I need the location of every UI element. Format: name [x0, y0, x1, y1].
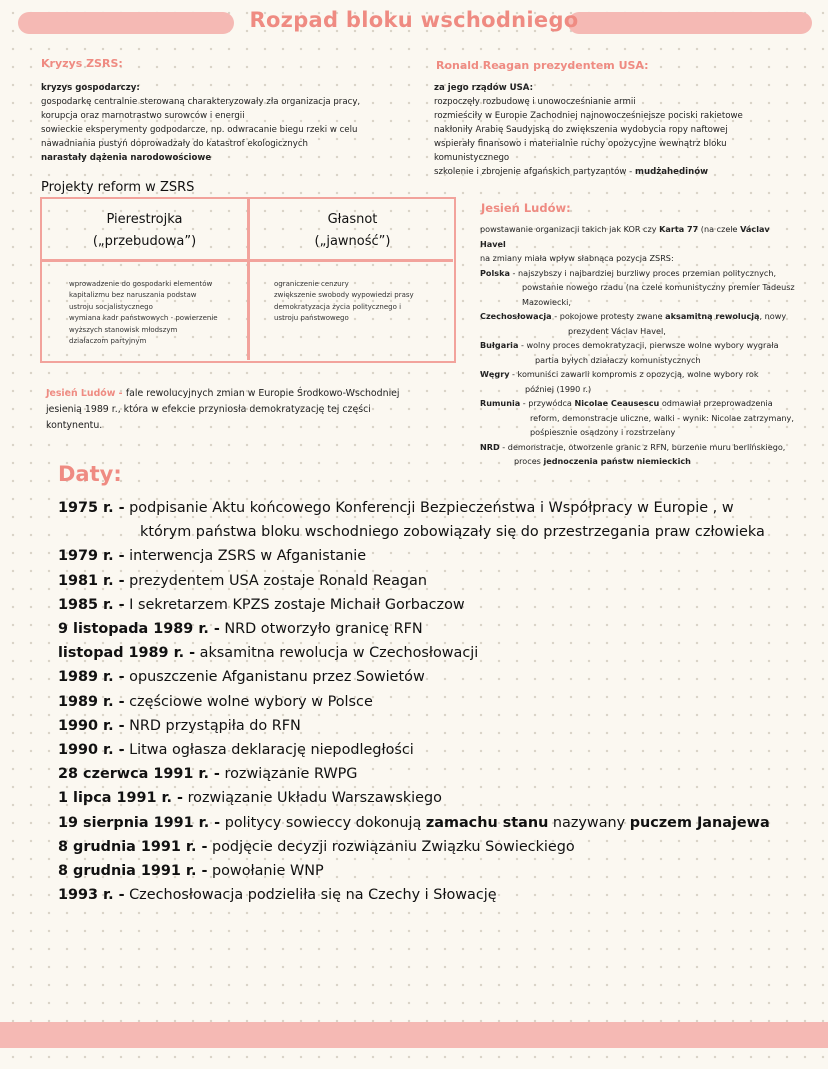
kryzys-section — [41, 81, 360, 165]
perestrojka-point: działaczom partyjnym — [69, 337, 147, 346]
perestrojka-points — [69, 279, 218, 347]
glasnost-points — [274, 279, 414, 325]
reagan-line: komunistycznego — [434, 153, 510, 163]
jesien-intro-bold2: Václav — [740, 224, 770, 234]
reagan-line-last — [434, 165, 743, 179]
date-label: 8 grudnia 1991 r. - — [58, 838, 208, 855]
date-item — [58, 496, 818, 520]
date-item — [58, 762, 818, 786]
reagan-last-bold: mudżahedinów — [635, 167, 709, 177]
reagan-subheading: za jego rządów USA: — [434, 83, 534, 93]
jesien-term: Jesień Ludów — [46, 388, 116, 399]
date-text-bold: puczem Janajewa — [629, 814, 770, 831]
glasnost-point: ograniczenie cenzury — [274, 280, 349, 288]
country-bulgaria — [480, 338, 820, 353]
jesien-def-line: fale rewolucyjnych zmian w Europie Środkowo-Wschodniej — [125, 388, 400, 399]
country-text: - demonstracje, otworzenie granic z RFN, burzenie muru berlińskiego, — [499, 441, 786, 452]
country-name: NRD — [480, 441, 500, 452]
reagan-last-prefix: szkolenie i zbrojenie afgańskich partyzantów - — [434, 167, 636, 177]
kryzys-subheading: kryzys gospodarczy: — [41, 83, 140, 93]
date-label: 1990 r. - — [58, 717, 125, 734]
date-text: I sekretarzem KPZS zostaje Michaił Gorbaczow — [124, 596, 465, 613]
date-label: 1989 r. - — [58, 669, 125, 686]
country-text-cont: prezydent Václav Havel, — [568, 325, 666, 336]
date-item — [58, 883, 818, 907]
date-item — [58, 593, 818, 617]
page-title: Rozpad bloku wschodniego — [249, 8, 579, 32]
glasnost-name: Głasnot — [327, 212, 378, 227]
perestrojka-point: wyższych stanowisk młodszym — [69, 325, 178, 334]
date-item — [58, 544, 818, 568]
date-text: NRD przystąpiła do RFN — [124, 717, 301, 734]
reagan-line: rozmieściły w Europie Zachodniej najnowocześniejsze pociski rakietowe — [434, 111, 743, 121]
date-text-cont: którym państwa bloku wschodniego zobowiązały się do przestrzegania praw człowieka — [140, 524, 765, 541]
perestrojka-point: wprowadzenie do gospodarki elementów — [69, 280, 213, 288]
perestrojka-point: ustroju socjalistycznego — [69, 302, 153, 311]
date-label: listopad 1989 r. - — [58, 645, 196, 662]
date-text: rozwiązanie Układu Warszawskiego — [183, 790, 442, 807]
date-text: Czechosłowacja podzieliła się na Czechy i Słowację — [124, 887, 497, 904]
date-label: 1 lipca 1991 r. - — [58, 790, 183, 807]
country-polska — [480, 266, 820, 281]
reforms-title: Projekty reform w ZSRS — [41, 180, 195, 195]
date-text: nazywany — [548, 814, 630, 831]
country-wegry — [480, 367, 820, 382]
country-text-cont: partia byłych działaczy komunistycznych — [535, 354, 701, 365]
date-item — [58, 641, 818, 665]
date-label: 1993 r. - — [58, 887, 125, 904]
date-text: rozwiązanie RWPG — [219, 766, 358, 783]
country-name: Węgry — [480, 369, 510, 379]
country-text: , nowy — [759, 311, 787, 321]
footer-decoration — [0, 1022, 828, 1048]
kryzys-line-last: narastały dążenia narodowościowe — [41, 153, 212, 163]
jesien-intro-suffix: (na czele — [698, 224, 741, 234]
date-text: opuszczenie Afganistanu przez Sowietów — [124, 669, 425, 686]
date-item — [58, 690, 818, 714]
date-label: 1981 r. - — [58, 572, 125, 589]
jesien-intro-text: powstawanie organizacji takich jak KOR czy — [480, 224, 660, 234]
country-name: Rumunia — [480, 398, 521, 408]
kryzys-line: nawadniania pustyń doprowadzały do katastrof ekologicznych — [41, 139, 308, 149]
dates-list — [58, 496, 818, 907]
reagan-section — [434, 81, 743, 179]
date-label: 1979 r. - — [58, 548, 125, 565]
country-nrd — [480, 440, 820, 455]
country-text: - przywódca — [520, 398, 575, 408]
date-text-bold: zamachu stanu — [425, 814, 549, 831]
country-text-cont: powstanie nowego rzadu (na czele komunistyczny premier Tadeusz — [522, 282, 795, 292]
country-name: Czechosłowacja — [480, 311, 552, 321]
jesien-dash: - — [115, 388, 126, 399]
date-label: 19 sierpnia 1991 r. - — [58, 814, 221, 831]
date-text: interwencja ZSRS w Afganistanie — [124, 548, 367, 565]
glasnost-point: zwiększenie swobody wypowiedzi prasy — [274, 291, 414, 300]
date-text: aksamitna rewolucja w Czechosłowacji — [195, 645, 479, 662]
jesien-section — [480, 222, 820, 469]
date-item — [58, 714, 818, 738]
date-item — [58, 859, 818, 883]
date-text: powołanie WNP — [207, 863, 324, 880]
date-text: Litwa ogłasza deklarację niepodległości — [124, 742, 414, 759]
reagan-line: nakłoniły Arabię Saudyjską do zwiększenia wydobycia ropy naftowej — [434, 125, 728, 135]
perestrojka-name: Pierestrojka — [106, 212, 183, 227]
country-text-bold: aksamitną rewolucją — [665, 311, 760, 321]
glasnost-meaning: („jawność”) — [314, 234, 391, 249]
date-label: 1990 r. - — [58, 742, 125, 759]
date-label: 1989 r. - — [58, 693, 125, 710]
date-text: politycy sowieccy dokonują — [220, 814, 426, 831]
country-czechoslowacja — [480, 309, 820, 324]
date-label: 8 grudnia 1991 r. - — [58, 863, 208, 880]
country-text-bold: jednoczenia państw niemieckich — [543, 456, 691, 466]
date-text: częściowe wolne wybory w Polsce — [124, 693, 373, 710]
perestrojka-meaning: („przebudowa”) — [92, 234, 197, 249]
date-item — [58, 738, 818, 762]
kryzys-heading: Kryzys ZSRS: — [41, 57, 123, 70]
perestrojka-point: kapitalizmu bez naruszania podstaw — [69, 291, 197, 300]
kryzys-line: sowieckie eksperymenty godpodarcze, np. odwracanie biegu rzeki w celu — [41, 125, 358, 135]
jesien-def-line: jesienią 1989 r., która w efekcie przyniosła demokratyzację tej części — [46, 404, 371, 415]
dates-heading: Daty: — [58, 462, 122, 486]
country-text-bold: Nicolae Ceausescu — [574, 398, 660, 408]
reagan-heading: Ronald Reagan prezydentem USA: — [436, 59, 649, 72]
jesien-zsrs-line: na zmiany miała wpływ słabnąca pozycja ZSRS: — [480, 253, 674, 263]
date-item — [58, 617, 818, 641]
country-text-cont: Mazowiecki, — [522, 296, 571, 307]
date-label: 1985 r. - — [58, 596, 125, 613]
country-rumunia — [480, 396, 820, 411]
country-text: - pokojowe protesty zwane — [551, 311, 666, 321]
date-item — [58, 786, 818, 810]
date-text: NRD otworzyło granicę RFN — [219, 621, 423, 638]
perestrojka-header — [42, 209, 247, 253]
country-text-cont: reform, demonstracje uliczne, walki - wynik: Nicolae zatrzymany, — [530, 412, 794, 423]
kryzys-line: gospodarkę centralnie sterowaną charakteryzowały zła organizacja pracy, — [41, 97, 361, 107]
country-text: - wolny proces demokratyzacji, pierwsze wolne wybory wygrała — [518, 340, 779, 350]
country-text: odmawiał przeprowadzenia — [659, 398, 773, 408]
jesien-heading: Jesień Ludów: — [481, 201, 571, 215]
glasnost-point: demokratyzacja życia politycznego i — [274, 302, 402, 311]
date-label: 1975 r. - — [58, 500, 125, 516]
country-text: - komuniści zawarli kompromis z opozycją, wolne wybory rok — [509, 369, 759, 379]
jesien-definition — [46, 386, 400, 434]
kryzys-line: korupcja oraz marnotrastwo surowców i energii — [41, 111, 245, 121]
date-item — [58, 811, 818, 835]
country-text-cont: pośpiesznie osądzony i rozstrzelany — [530, 427, 676, 437]
date-text: podjęcie decyzji rozwiązaniu Związku Sowieckiego — [207, 838, 575, 855]
country-text: - najszybszy i najbardziej burzliwy proces przemian politycznych, — [509, 267, 777, 278]
date-item — [58, 665, 818, 689]
jesien-intro-bold: Karta 77 — [659, 224, 699, 234]
country-name: Bułgaria — [480, 340, 519, 350]
date-item — [58, 569, 818, 593]
reagan-line: rozpoczęły rozbudowę i unowocześnianie armii — [434, 97, 636, 107]
reforms-table — [40, 197, 456, 363]
date-item — [58, 835, 818, 859]
country-text-cont: później (1990 r.) — [525, 383, 592, 394]
table-divider-horizontal — [42, 259, 453, 262]
reagan-line: wspierały finansowo i materialnie ruchy opozycyjne wewnątrz bloku — [434, 139, 727, 149]
jesien-def-line: kontynentu. — [46, 420, 103, 431]
date-text: podpisanie Aktu końcowego Konferencji Bezpieczeństwa i Współpracy w Europie , w — [124, 500, 734, 516]
perestrojka-point: wymiana kadr państwowych - powierzenie — [69, 314, 218, 323]
jesien-intro-line2: Havel — [480, 238, 506, 249]
glasnost-point: ustroju państwowego — [274, 314, 349, 323]
glasnost-header — [250, 209, 455, 253]
jesien-intro — [480, 222, 820, 237]
country-name: Polska — [480, 267, 510, 278]
country-text: proces — [514, 456, 544, 466]
date-text: prezydentem USA zostaje Ronald Reagan — [124, 572, 427, 589]
country-text-cont — [480, 454, 820, 469]
date-label: 28 czerwca 1991 r. - — [58, 766, 220, 783]
date-label: 9 listopada 1989 r. - — [58, 621, 220, 638]
